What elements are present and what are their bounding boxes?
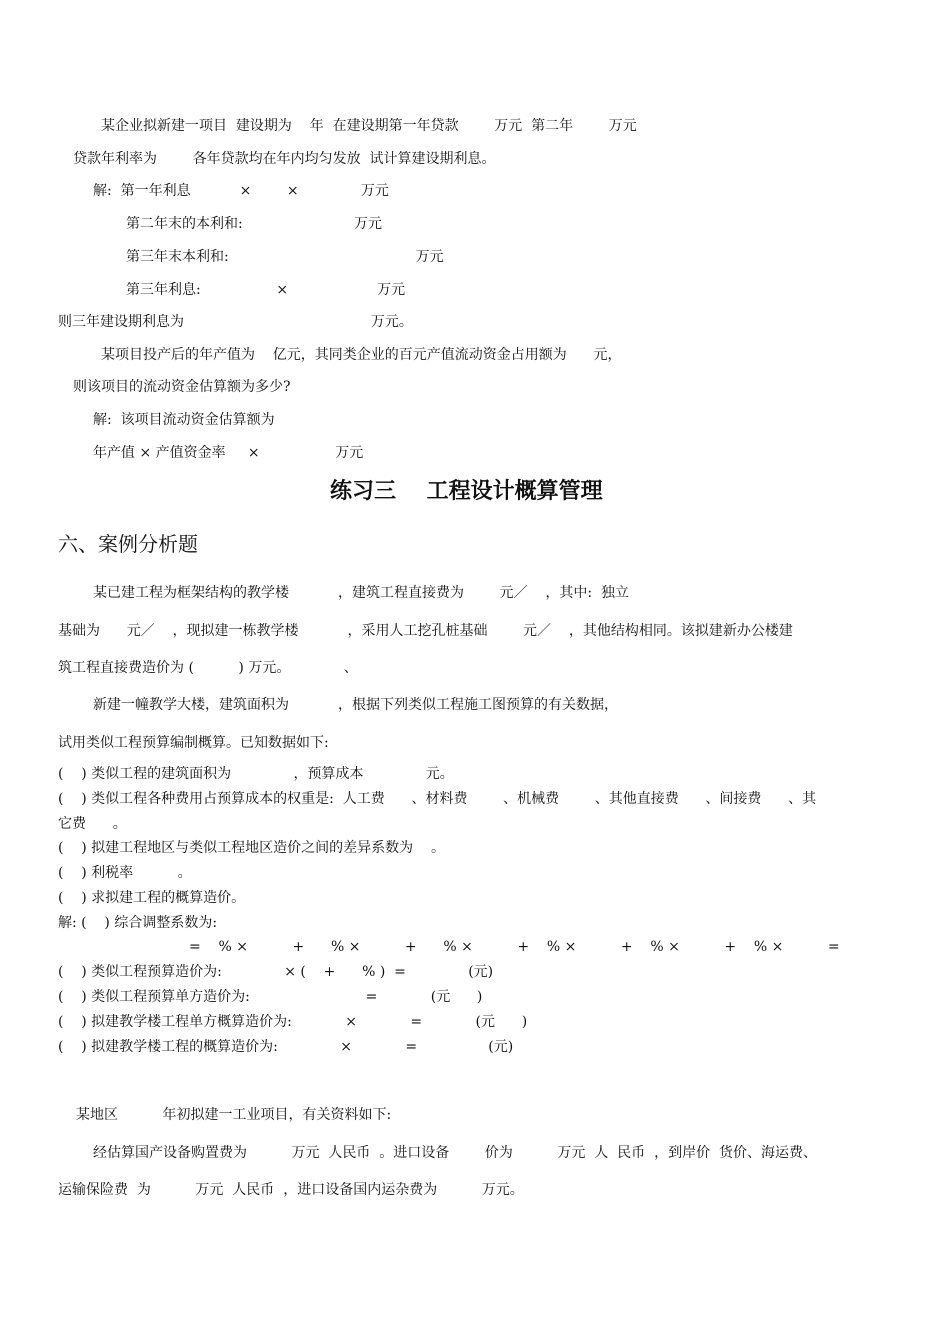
case2-line-1: 新建一幢教学大楼，建筑面积为 ，根据下列类似工程施工图预算的有关数据， <box>93 697 618 713</box>
q1-solution-5: 则三年建设期利息为 万元。 <box>58 314 413 330</box>
case2-item-5: ( ) 求拟建工程的概算造价。 <box>58 890 246 906</box>
case2-solution-5: ( ) 拟建教学楼工程的概算造价为: × = (元) <box>58 1039 514 1055</box>
q1-solution-2: 第二年末的本利和: 万元 <box>126 216 382 232</box>
case2-solution-formula: = % × + % × + % × + % × + % × + % × = <box>189 939 840 955</box>
case2-solution-1: 解: ( ) 综合调整系数为: <box>58 915 218 931</box>
q2-solution-1: 解: 该项目流动资金估算额为 <box>93 412 275 428</box>
q1-solution-3: 第三年末本利和: 万元 <box>126 249 444 265</box>
case2-solution-3: ( ) 类似工程预算单方造价为: = (元 ) <box>58 989 483 1005</box>
q1-solution-1: 解: 第一年利息 × × 万元 <box>93 183 389 199</box>
case2-item-2-cont: 它费 。 <box>58 816 127 832</box>
case2-line-2: 试用类似工程预算编制概算。已知数据如下: <box>58 735 329 751</box>
case1-line-1: 某已建工程为框架结构的教学楼 ，建筑工程直接费为 元／ ，其中: 独立 <box>93 585 629 601</box>
q2-line-1: 某项目投产后的年产值为 亿元，其同类企业的百元产值流动资金占用额为 元， <box>101 347 622 363</box>
q2-line-2: 则该项目的流动资金估算额为多少? <box>73 379 291 395</box>
case2-item-2: ( ) 类似工程各种费用占预算成本的权重是: 人工费 、材料费 、机械费 、其他直接费 、间接费 、其 <box>58 791 817 807</box>
exercise-3-title: 练习三 工程设计概算管理 <box>330 479 603 504</box>
q1-solution-4: 第三年利息: × 万元 <box>126 282 406 298</box>
q1-line-1: 某企业拟新建一项目 建设期为 年 在建设期第一年贷款 万元 第二年 万元 <box>101 118 637 134</box>
q2-solution-2: 年产值 × 产值资金率 × 万元 <box>93 445 364 461</box>
case3-line-2: 经估算国产设备购置费为 万元 人民币 。进口设备 价为 万元 人 民币 ，到岸价 货价、海运费、 <box>93 1145 818 1161</box>
case2-item-1: ( ) 类似工程的建筑面积为 ，预算成本 元。 <box>58 766 454 782</box>
case2-item-4: ( ) 利税率 。 <box>58 865 192 881</box>
case3-line-3: 运输保险费 为 万元 人民币 ，进口设备国内运杂费为 万元。 <box>58 1182 524 1198</box>
case2-solution-2: ( ) 类似工程预算造价为: × ( + % ) = (元) <box>58 964 494 980</box>
case3-line-1: 某地区 年初拟建一工业项目，有关资料如下: <box>76 1107 392 1123</box>
case2-solution-4: ( ) 拟建教学楼工程单方概算造价为: × = (元 ) <box>58 1014 528 1030</box>
section-6-title: 六、案例分析题 <box>58 532 198 556</box>
q1-line-2: 贷款年利率为 各年贷款均在年内均匀发放 试计算建设期利息。 <box>73 151 496 167</box>
case1-line-2: 基础为 元／ ，现拟建一栋教学楼 ，采用人工挖孔桩基础 元／ ，其他结构相同。该拟建新办公楼建 <box>58 623 793 639</box>
case1-line-3: 筑工程直接费造价为 ( ) 万元。 、 <box>58 660 358 676</box>
case2-item-3: ( ) 拟建工程地区与类似工程地区造价之间的差异系数为 。 <box>58 840 445 856</box>
